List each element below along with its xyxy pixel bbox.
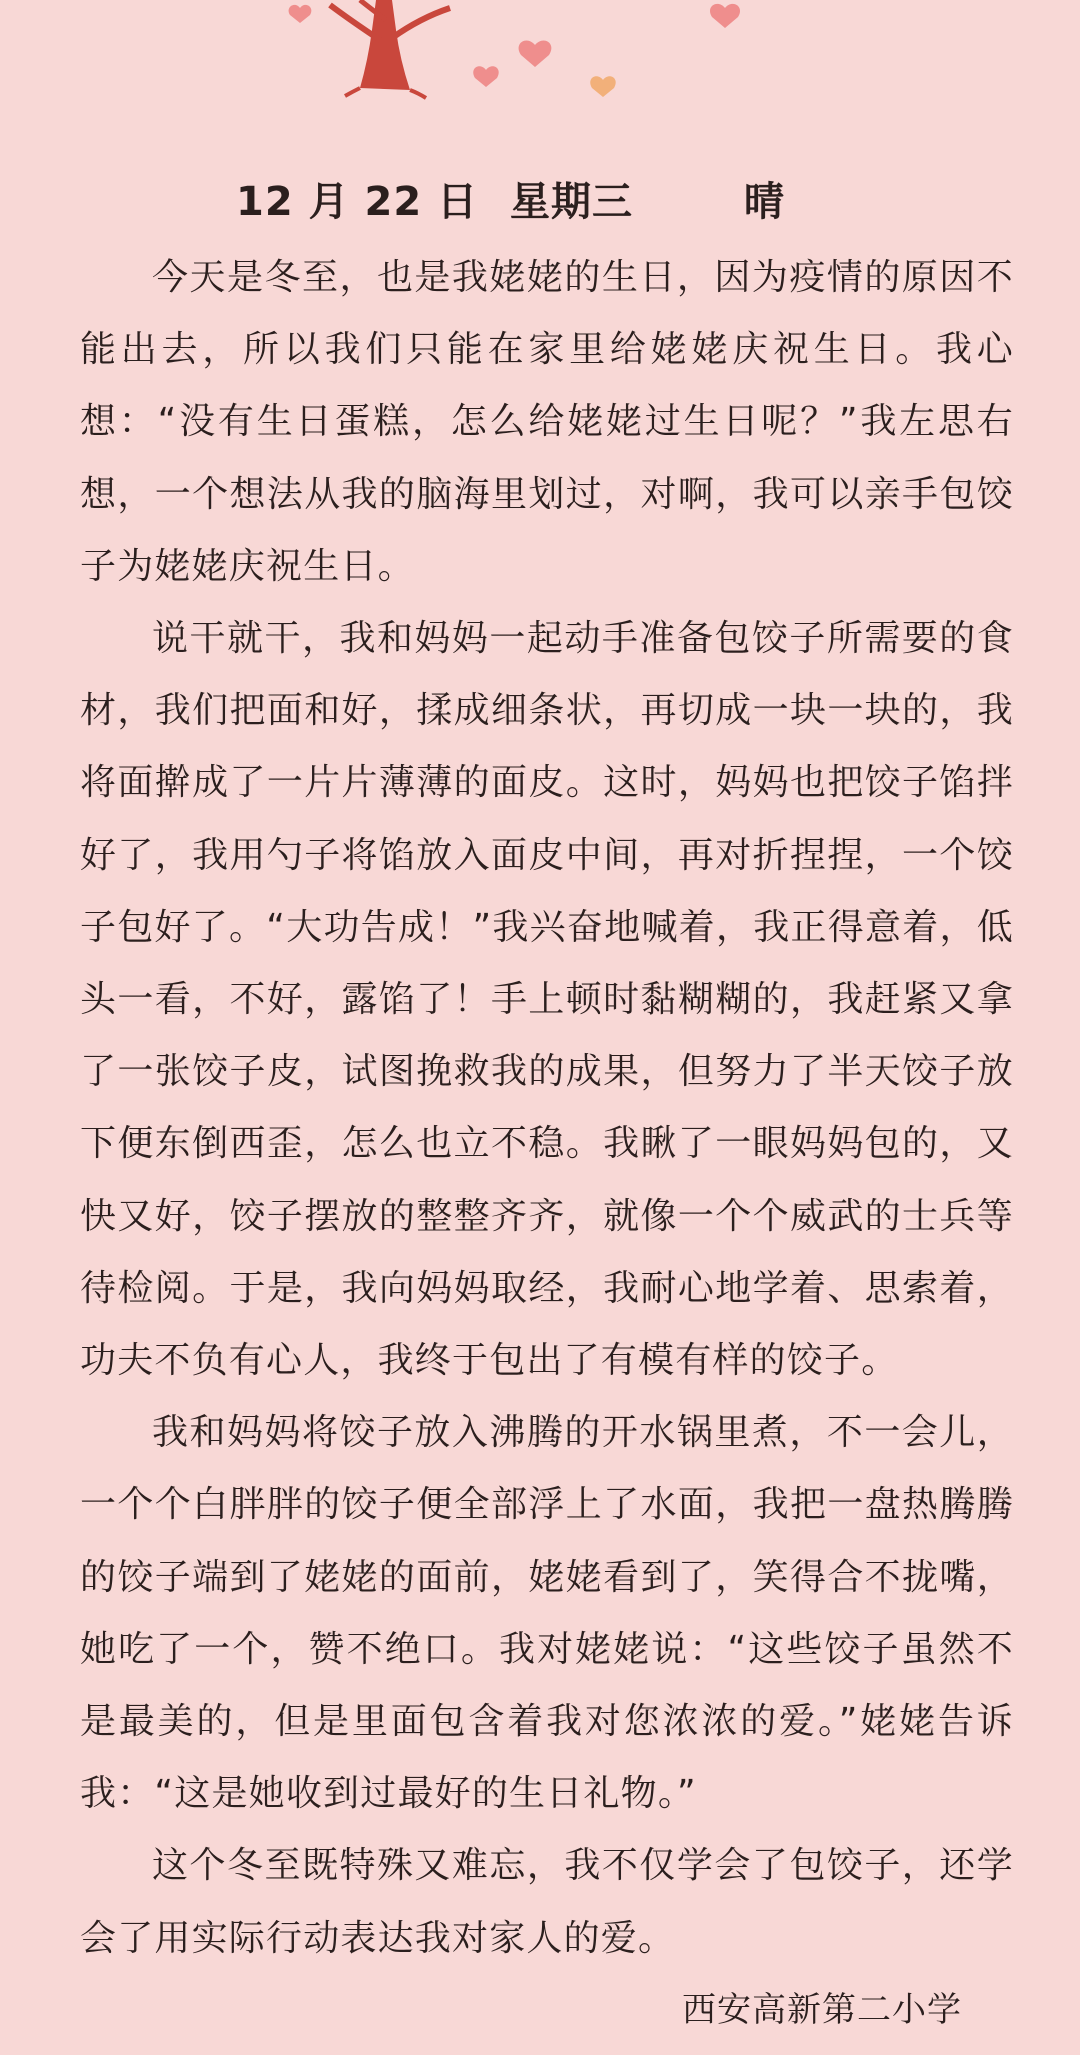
entry-weather: 晴 <box>744 179 785 225</box>
entry-date: 12 月 22 日 <box>236 179 479 225</box>
tree-icon <box>330 0 450 98</box>
paragraph: 今天是冬至，也是我姥姥的生日，因为疫情的原因不能出去，所以我们只能在家里给姥姥庆祝生日。我心想：“没有生日蛋糕，怎么给姥姥过生日呢？”我左思右想，一个想法从我的脑海里划过，对啊，我可以亲手包饺子为姥姥庆祝生日。 <box>80 257 1014 587</box>
entry-weekday: 星期三 <box>510 179 633 225</box>
decoration-header <box>0 0 1080 120</box>
school-signature: 西安高新第二小学 <box>682 1990 962 2030</box>
diary-body <box>80 242 1014 1975</box>
paragraph: 说干就干，我和妈妈一起动手准备包饺子所需要的食材，我们把面和好，揉成细条状，再切成一块一块的，我将面擀成了一片片薄薄的面皮。这时，妈妈也把饺子馅拌好了，我用勺子将馅放入面皮中间，再对折捏捏，一个饺子包好了。“大功告成！”我兴奋地喊着，我正得意着，低头一看，不好，露馅了！手上顿时黏糊糊的，我赶紧又拿了一张饺子皮，试图挽救我的成果，但努力了半天饺子放下便东倒西歪，怎么也立不稳。我瞅了一眼妈妈包的，又快又好，饺子摆放的整整齐齐，就像一个个威武的士兵等待检阅。于是，我向妈妈取经，我耐心地学着、思索着，功夫不负有心人，我终于包出了有模有样的饺子。 <box>80 618 1014 1382</box>
diary-header <box>0 170 1080 230</box>
heart-icon <box>289 4 740 97</box>
paragraph: 我和妈妈将饺子放入沸腾的开水锅里煮，不一会儿，一个个白胖胖的饺子便全部浮上了水面，我把一盘热腾腾的饺子端到了姥姥的面前，姥姥看到了，笑得合不拢嘴，她吃了一个，赞不绝口。我对姥姥说：“这些饺子虽然不是最美的，但是里面包含着我对您浓浓的爱。”姥姥告诉我：“这是她收到过最好的生日礼物。” <box>80 1412 1014 1815</box>
paragraph: 这个冬至既特殊又难忘，我不仅学会了包饺子，还学会了用实际行动表达我对家人的爱。 <box>80 1845 1014 1959</box>
